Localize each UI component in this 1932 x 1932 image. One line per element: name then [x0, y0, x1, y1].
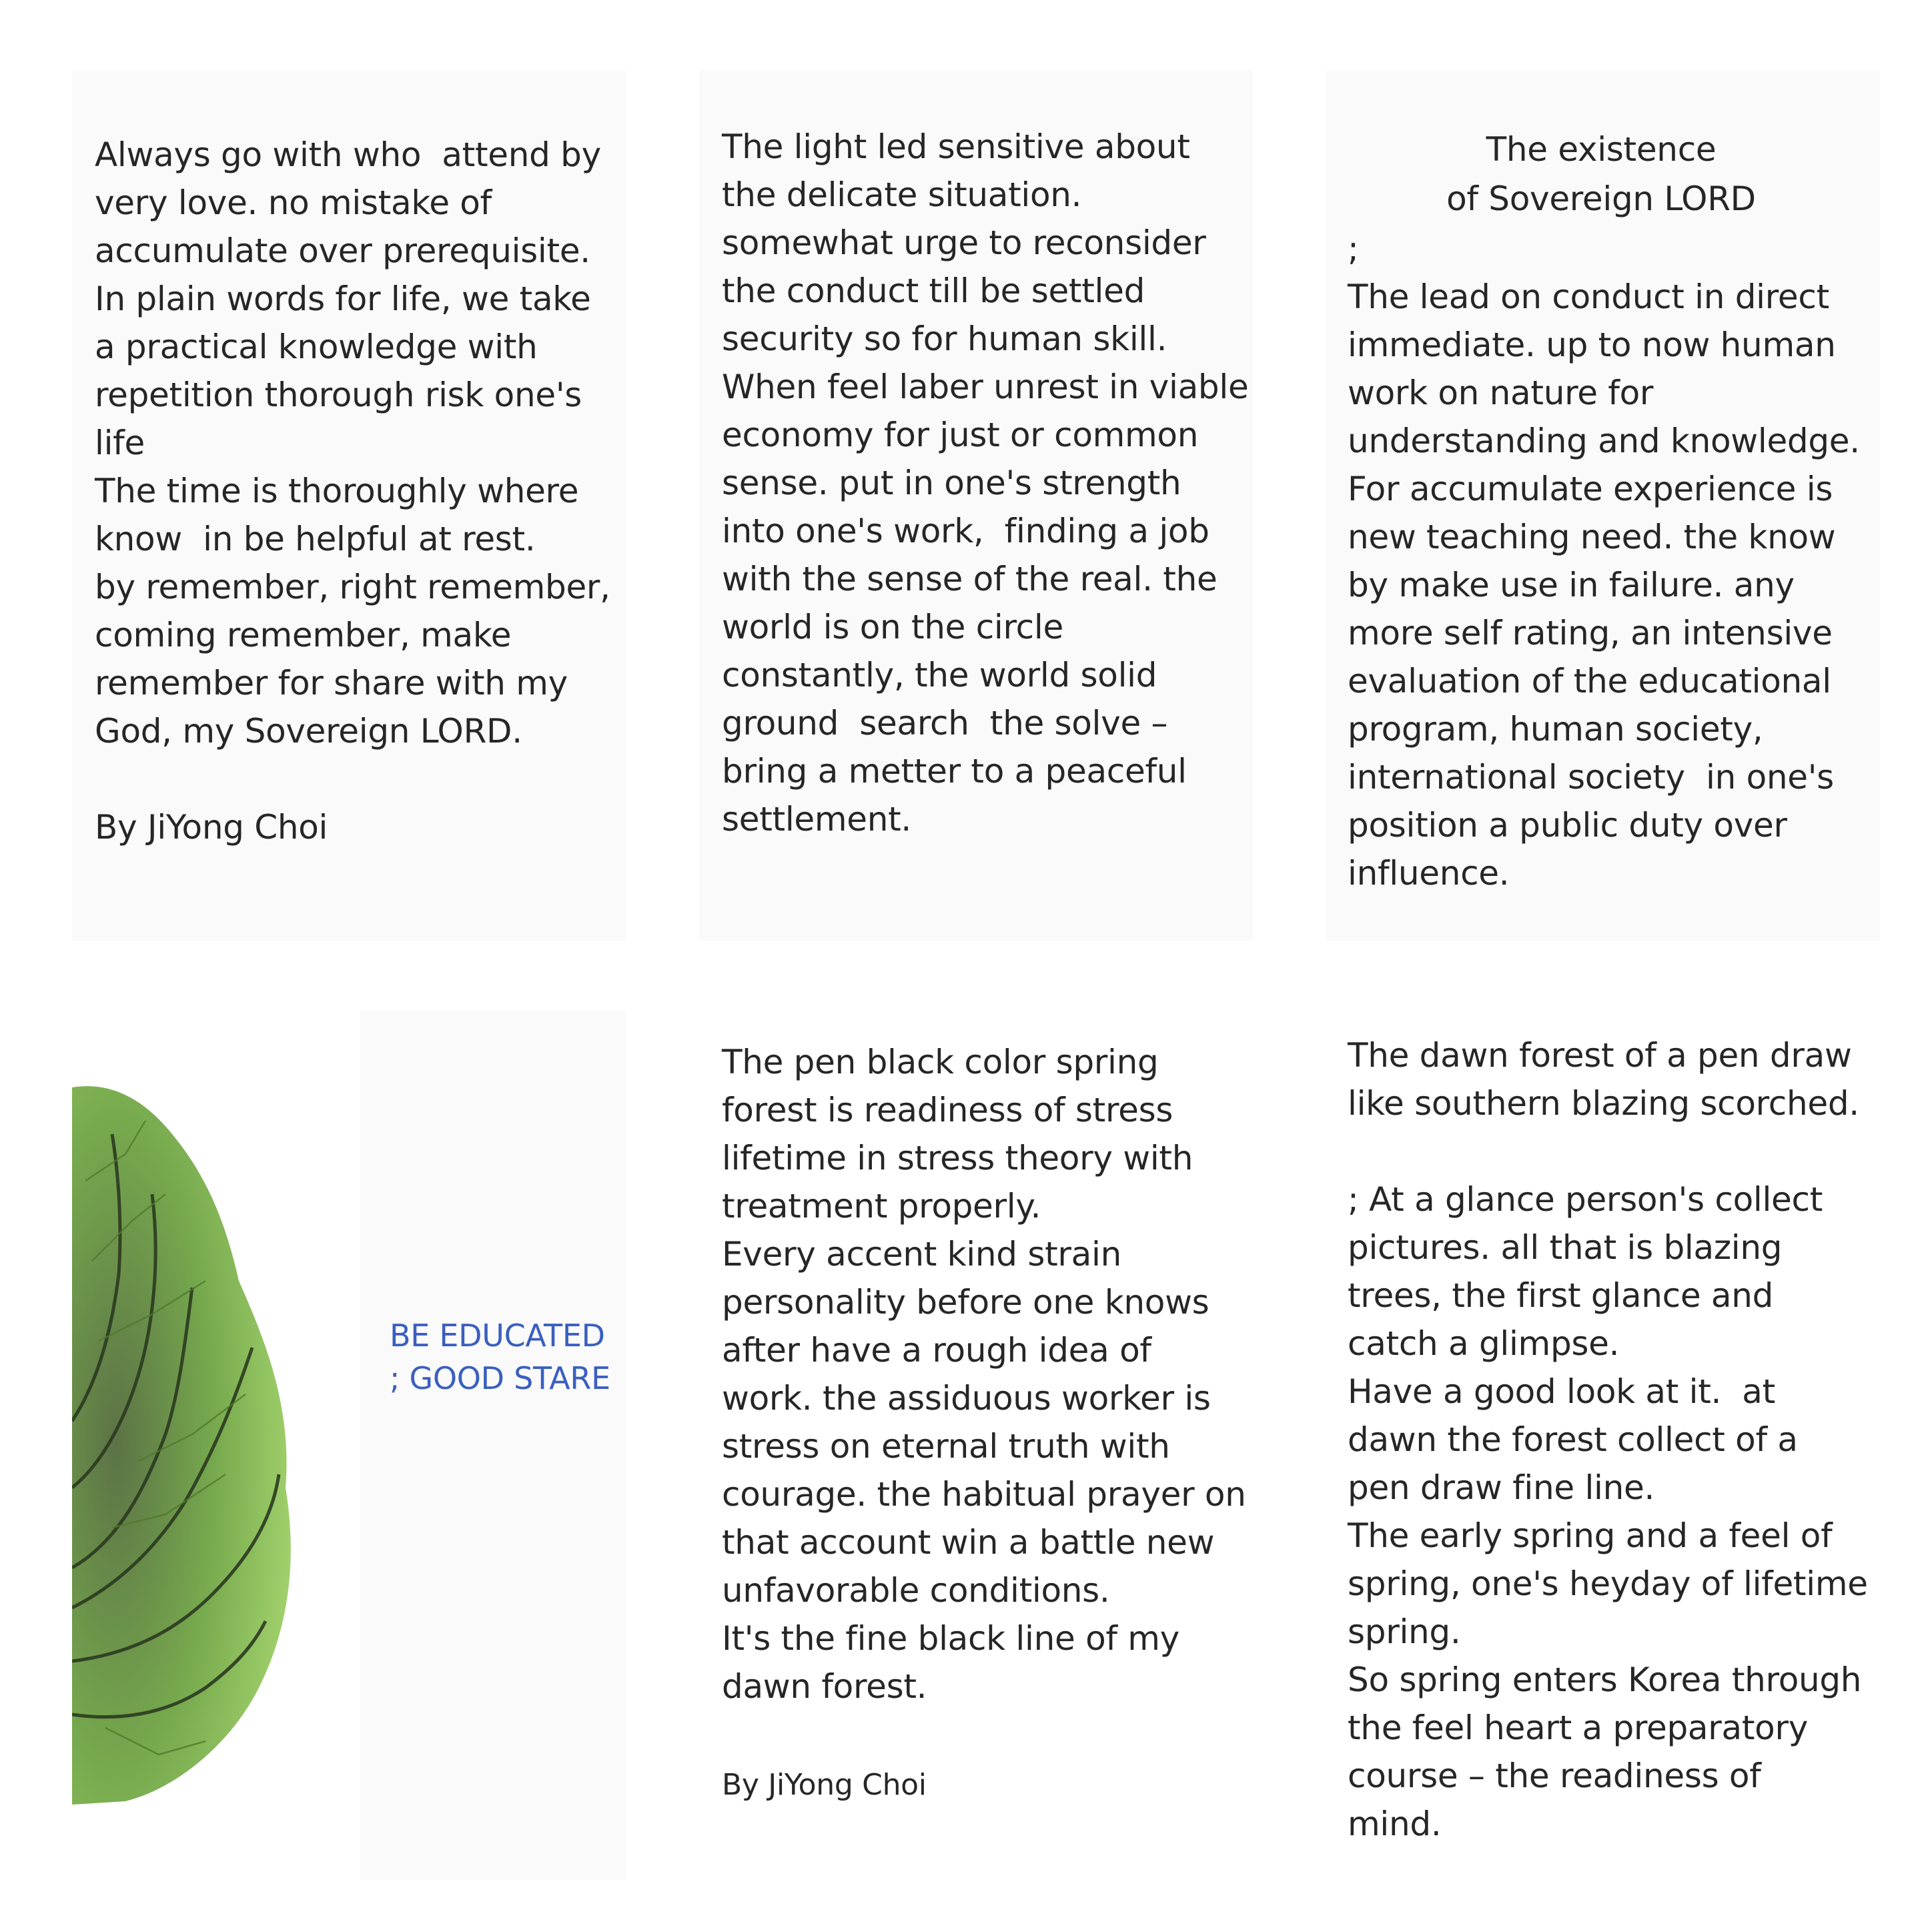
panel-6-body: The dawn forest of a pen draw like southern blazing scorched. ; At a glance person's collect pictures. all that is blazing trees, the first glance and catch a glimpse. Have a good look at it. at dawn the forest collect of a pen draw fine line. The early spring and a feel of spring, one's heyday of lifetime spring. So spring enters Korea through the feel heart a preparatory course – the readiness of mind. [1348, 1036, 1868, 1843]
panel-1-byline: By JiYong Choi [95, 808, 328, 847]
be-educated-label: BE EDUCATED ; GOOD STARE [390, 1318, 610, 1396]
panel-3-body: The lead on conduct in direct immediate. up to now human work on nature for understanding and knowledge. For accumulate experience is new teaching need. the know by make use in failure. any more self rating, an intensive evaluation of the educational program, human society, international society in one's position a public duty over influence. [1348, 278, 1860, 893]
panel-5-byline: By JiYong Choi [722, 1768, 927, 1802]
panel-1-body: Always go with who attend by very love. no mistake of accumulate over prerequisite. In plain words for life, we take a practical knowledge with repetition thorough risk one's life The time is thoroughly where know in be helpful at rest. by remember, right remember, coming remember, make remember for share with my God, my Sovereign LORD. [95, 135, 610, 751]
panel-5-body: The pen black color spring forest is readiness of stress lifetime in stress theory with treatment properly. Every accent kind strain personality before one knows after have a rough idea of work. the assiduous worker is stress on eternal truth with courage. the habitual prayer on that account win a battle new unfavorable conditions. It's the fine black line of my dawn forest. [722, 1043, 1246, 1706]
green-tree-icon [72, 1061, 314, 1827]
panel-3-title: The existence of Sovereign LORD [1446, 130, 1756, 218]
label-panel [360, 1010, 626, 1880]
panel-2-body: The light led sensitive about the delicate situation. somewhat urge to reconsider the conduct till be settled security so for human skill. When feel laber unrest in viable economy for just or common sense. put in one's strength into one's work, finding a job with the sense of the real. the world is on the circle constantly, the world solid ground search the solve – bring a metter to a peaceful settlement. [722, 127, 1249, 839]
panel-3-separator: ; [1348, 229, 1359, 268]
